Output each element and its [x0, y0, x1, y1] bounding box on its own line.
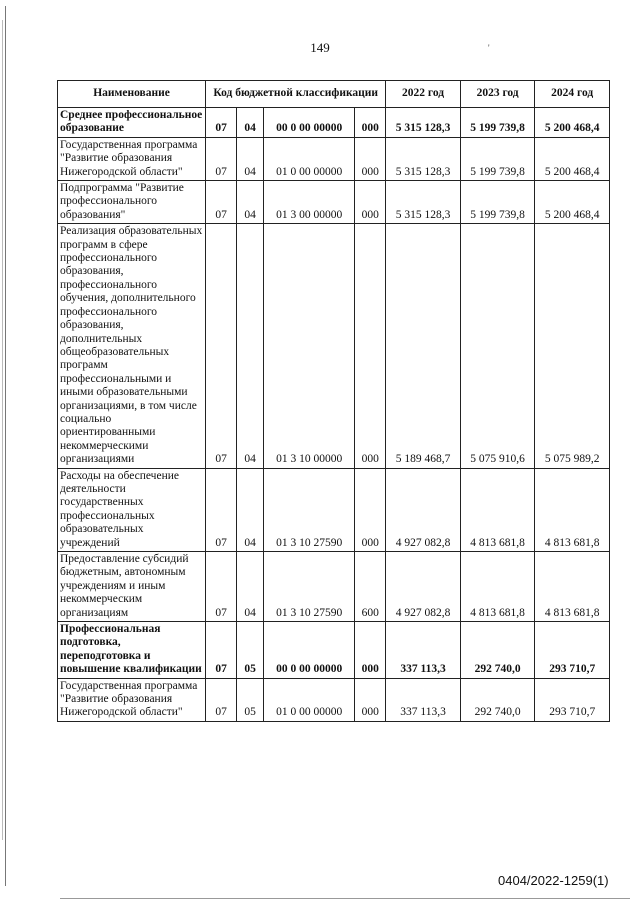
- cell-2024: 5 075 989,2: [535, 224, 610, 468]
- table-row: [58, 622, 610, 679]
- cell-expense-type: 000: [355, 224, 386, 468]
- cell-target-article: 01 3 00 00000: [264, 181, 355, 224]
- cell-subsection: 05: [237, 622, 264, 679]
- cell-2024: 5 200 468,4: [535, 137, 610, 180]
- cell-section: 07: [206, 552, 237, 622]
- cell-name: Профессиональная подготовка, переподготовка и повышение квалификации: [58, 622, 206, 679]
- page-number: 149: [310, 40, 330, 55]
- cell-expense-type: 000: [355, 468, 386, 551]
- cell-2023: 5 199 739,8: [460, 181, 535, 224]
- cell-2022: 5 189 468,7: [386, 224, 461, 468]
- document-code: 0404/2022-1259(1): [498, 873, 609, 888]
- cell-target-article: 00 0 00 00000: [264, 108, 355, 138]
- table-row: [58, 552, 610, 622]
- cell-name: Подпрограмма "Развитие профессионального образования": [58, 181, 206, 224]
- cell-expense-type: 000: [355, 181, 386, 224]
- table-body: [58, 108, 610, 722]
- cell-2024: 5 200 468,4: [535, 181, 610, 224]
- header-2024: 2024 год: [535, 81, 610, 108]
- cell-section: 07: [206, 468, 237, 551]
- table-row: [58, 678, 610, 721]
- cell-target-article: 01 0 00 00000: [264, 678, 355, 721]
- header-2022: 2022 год: [386, 81, 461, 108]
- cell-target-article: 01 3 10 27590: [264, 552, 355, 622]
- cell-target-article: 01 0 00 00000: [264, 137, 355, 180]
- cell-2024: 293 710,7: [535, 678, 610, 721]
- cell-section: 07: [206, 108, 237, 138]
- cell-expense-type: 000: [355, 622, 386, 679]
- table-row: [58, 224, 610, 468]
- header-name: Наименование: [58, 81, 206, 108]
- cell-section: 07: [206, 622, 237, 679]
- cell-target-article: 01 3 10 00000: [264, 224, 355, 468]
- cell-2024: 5 200 468,4: [535, 108, 610, 138]
- header-2023: 2023 год: [460, 81, 535, 108]
- cell-2022: 5 315 128,3: [386, 181, 461, 224]
- cell-section: 07: [206, 678, 237, 721]
- cell-2022: 337 113,3: [386, 678, 461, 721]
- table-row: [58, 181, 610, 224]
- cell-name: Среднее профессиональное образование: [58, 108, 206, 138]
- cell-subsection: 04: [237, 108, 264, 138]
- cell-subsection: 04: [237, 468, 264, 551]
- scan-speck: ': [488, 43, 490, 53]
- cell-2022: 4 927 082,8: [386, 468, 461, 551]
- cell-expense-type: 000: [355, 678, 386, 721]
- cell-subsection: 04: [237, 224, 264, 468]
- cell-2022: 5 315 128,3: [386, 108, 461, 138]
- cell-2023: 292 740,0: [460, 622, 535, 679]
- cell-name: Расходы на обеспечение деятельности государственных профессиональных образовательных учреждений: [58, 468, 206, 551]
- cell-expense-type: 600: [355, 552, 386, 622]
- cell-2023: 5 199 739,8: [460, 137, 535, 180]
- cell-2023: 4 813 681,8: [460, 468, 535, 551]
- cell-name: Государственная программа "Развитие образования Нижегородской области": [58, 678, 206, 721]
- cell-2023: 292 740,0: [460, 678, 535, 721]
- table-row: [58, 108, 610, 138]
- header-code: Код бюджетной классификации: [206, 81, 386, 108]
- cell-2022: 337 113,3: [386, 622, 461, 679]
- cell-subsection: 04: [237, 181, 264, 224]
- cell-subsection: 04: [237, 552, 264, 622]
- scan-bottom-line: [60, 898, 630, 899]
- cell-name: Предоставление субсидий бюджетным, автономным учреждениям и иным некоммерческим организациям: [58, 552, 206, 622]
- cell-2022: 5 315 128,3: [386, 137, 461, 180]
- cell-name: Реализация образовательных программ в сфере профессионального образования, профессионального обучения, дополнительного профессионального образования, дополнительных общеобразовательных программ профессиональными и иными образовательными организациями, в том числе социально ориентированными некоммерческими организациями: [58, 224, 206, 468]
- cell-2023: 5 075 910,6: [460, 224, 535, 468]
- cell-target-article: 00 0 00 00000: [264, 622, 355, 679]
- scan-edge-line: [5, 6, 6, 886]
- budget-table: [57, 80, 610, 722]
- cell-expense-type: 000: [355, 108, 386, 138]
- cell-2024: 4 813 681,8: [535, 468, 610, 551]
- table-row: [58, 468, 610, 551]
- cell-section: 07: [206, 181, 237, 224]
- scan-edge-line-secondary: [2, 20, 3, 840]
- cell-2024: 293 710,7: [535, 622, 610, 679]
- cell-name: Государственная программа "Развитие образования Нижегородской области": [58, 137, 206, 180]
- cell-2022: 4 927 082,8: [386, 552, 461, 622]
- table-row: [58, 137, 610, 180]
- cell-target-article: 01 3 10 27590: [264, 468, 355, 551]
- cell-section: 07: [206, 137, 237, 180]
- cell-subsection: 04: [237, 137, 264, 180]
- cell-2023: 5 199 739,8: [460, 108, 535, 138]
- cell-2024: 4 813 681,8: [535, 552, 610, 622]
- cell-2023: 4 813 681,8: [460, 552, 535, 622]
- cell-expense-type: 000: [355, 137, 386, 180]
- table-header-row: [58, 81, 610, 108]
- cell-subsection: 05: [237, 678, 264, 721]
- cell-section: 07: [206, 224, 237, 468]
